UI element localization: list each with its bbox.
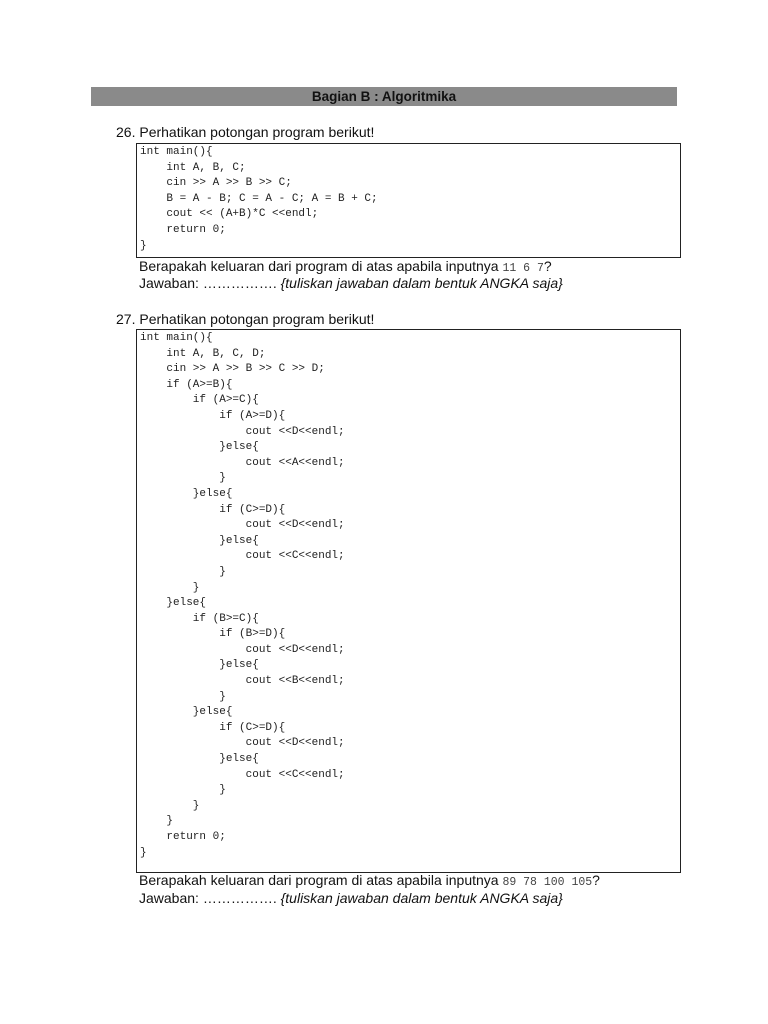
code-line: int A, B, C; (140, 161, 246, 174)
code-line: }else{ (140, 441, 259, 454)
code-line: }else{ (140, 597, 207, 610)
code-line: }else{ (140, 753, 259, 766)
code-line: int A, B, C, D; (140, 347, 266, 360)
code-line: return 0; (140, 831, 226, 843)
code-line: cout <<D<<endl; (140, 425, 345, 438)
code-line: int main(){ (140, 146, 213, 158)
code-line: } (140, 565, 226, 578)
code-line: } (140, 799, 200, 812)
code-line: cout <<D<<endl; (140, 643, 345, 656)
question-27-input-value: 89 78 100 105 (502, 876, 593, 889)
code-line: } (140, 472, 226, 485)
question-27-number: 27. (116, 311, 136, 327)
section-header: Bagian B : Algoritmika (91, 87, 677, 106)
code-line: }else{ (140, 534, 259, 547)
question-26-title (116, 124, 374, 141)
code-line: cout <<D<<endl; (140, 519, 345, 532)
code-line: if (A>=C){ (140, 394, 259, 407)
question-26-prompt-suffix: ? (543, 258, 552, 274)
code-line: }else{ (140, 487, 233, 500)
question-27-prompt (139, 872, 600, 891)
code-block-27 (136, 329, 681, 873)
code-line: cout << (A+B)*C <<endl; (140, 208, 319, 221)
code-line: if (C>=D){ (140, 721, 286, 734)
question-27-prompt-suffix: ? (592, 872, 600, 888)
question-27-title (116, 311, 374, 328)
code-line: }else{ (140, 659, 259, 672)
question-26-number: 26. (116, 124, 136, 140)
question-26-input-value: 11 6 7 (502, 262, 544, 275)
question-26-heading: Perhatikan potongan program berikut! (139, 124, 375, 140)
question-26-answer (139, 275, 563, 292)
code-line: cout <<D<<endl; (140, 737, 345, 750)
code-line: cout <<C<<endl; (140, 768, 345, 781)
code-line: if (B>=D){ (140, 628, 286, 641)
question-27-prompt-text: Berapakah keluaran dari program di atas apabila inputnya (139, 872, 503, 888)
code-line: cin >> A >> B >> C; (140, 177, 292, 190)
code-line: } (140, 581, 200, 594)
code-line: if (A>=D){ (140, 409, 286, 422)
code-line: return 0; (140, 223, 226, 236)
code-block-26 (136, 143, 681, 258)
code-line: } (140, 815, 174, 828)
code-line: } (140, 846, 147, 859)
code-line: if (B>=C){ (140, 612, 259, 625)
question-27-answer (139, 890, 563, 907)
code-line: } (140, 690, 226, 703)
code-line: cout <<C<<endl; (140, 550, 345, 563)
question-26-answer-hint: {tuliskan jawaban dalam bentuk ANGKA saja} (280, 275, 563, 291)
code-line: if (A>=B){ (140, 378, 233, 391)
question-27-answer-label: Jawaban: ……………. (139, 890, 281, 906)
question-27-heading: Perhatikan potongan program berikut! (139, 311, 375, 327)
code-line: int main(){ (140, 332, 213, 344)
code-line: }else{ (140, 706, 233, 719)
code-line: B = A - B; C = A - C; A = B + C; (140, 192, 378, 205)
code-line: } (140, 784, 226, 797)
question-26-answer-label: Jawaban: ……………. (139, 275, 281, 291)
question-27-answer-hint: {tuliskan jawaban dalam bentuk ANGKA saja} (280, 890, 563, 906)
code-line: cout <<B<<endl; (140, 675, 345, 688)
code-line: cout <<A<<endl; (140, 456, 345, 469)
code-line: if (C>=D){ (140, 503, 286, 516)
code-line: } (140, 239, 147, 252)
question-26-prompt-text: Berapakah keluaran dari program di atas apabila inputnya (139, 258, 503, 274)
code-line: cin >> A >> B >> C >> D; (140, 363, 325, 376)
